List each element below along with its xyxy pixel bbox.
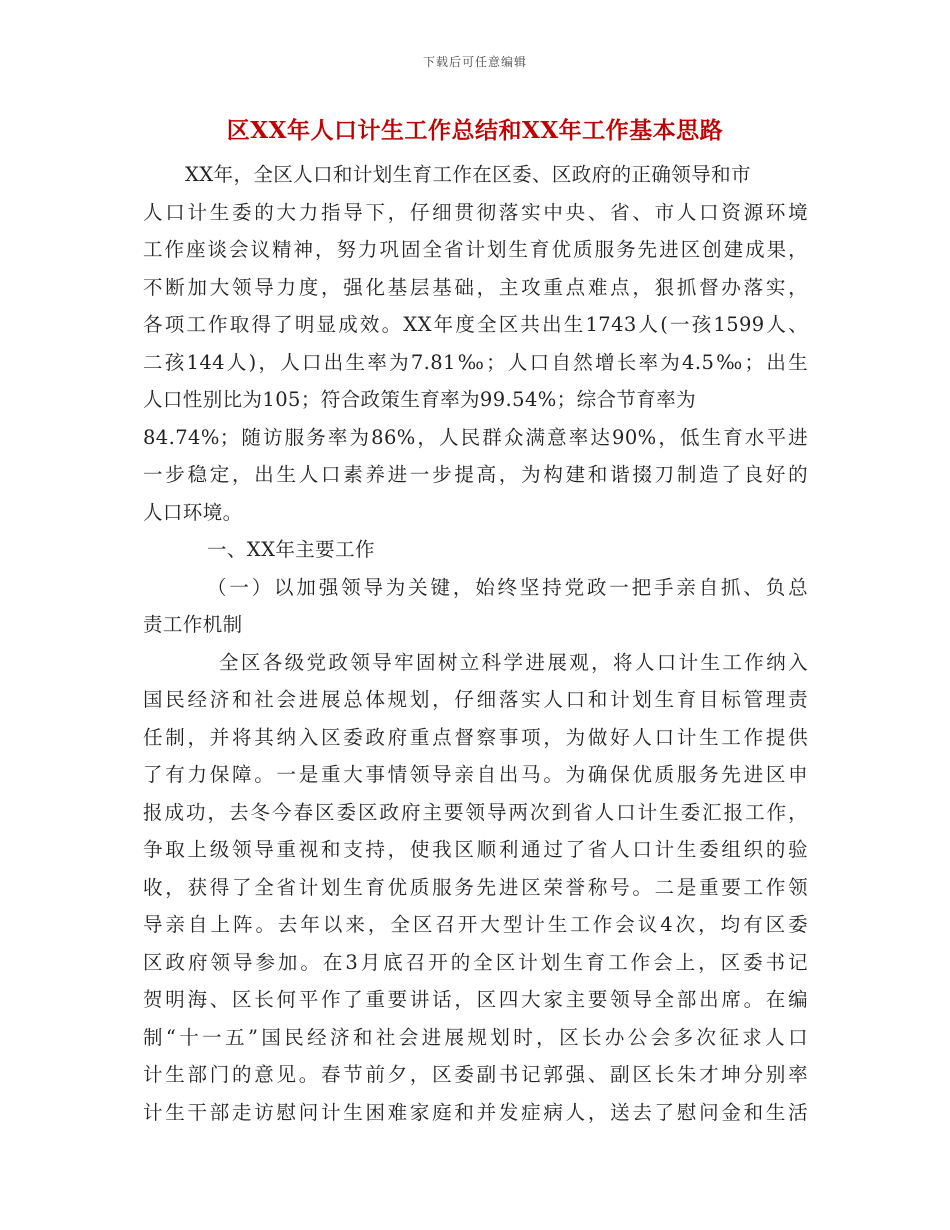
paragraph-line: XX年，全区人口和计划生育工作在区委、区政府的正确领导和市 bbox=[185, 163, 751, 186]
paragraph-line: 二孩144人)，人口出生率为7.81‰；人口自然增长率为4.5‰；出生 bbox=[143, 350, 808, 374]
paragraph-line: 导亲自上阵。去年以来，全区召开大型计生工作会议4次，均有区委 bbox=[143, 913, 808, 936]
subsection-heading-cont: 责工作机制 bbox=[143, 613, 243, 636]
paragraph-line: 各项工作取得了明显成效。XX年度全区共出生1743人(一孩1599人、 bbox=[143, 313, 808, 336]
paragraph-line: 全区各级党政领导牢固树立科学进展观，将人口计生工作纳入 bbox=[219, 650, 808, 674]
paragraph-line: 贺明海、区长何平作了重要讲话，区四大家主要领导全部出席。在编 bbox=[143, 988, 808, 1011]
paragraph-line: 计生干部走访慰问计生困难家庭和并发症病人，送去了慰问金和生活 bbox=[143, 1100, 808, 1124]
header-note: 下载后可任意编辑 bbox=[422, 55, 527, 69]
paragraph-line: 争取上级领导重视和支持，使我区顺利通过了省人口计生委组织的验 bbox=[143, 838, 808, 861]
paragraph-line: 报成功，去冬今春区委区政府主要领导两次到省人口计生委汇报工作， bbox=[143, 800, 808, 824]
document-body bbox=[143, 156, 808, 1131]
paragraph-line: 了有力保障。一是重大事情领导亲自出马。为确保优质服务先进区申 bbox=[143, 763, 808, 786]
paragraph-line: 收，获得了全省计划生育优质服务先进区荣誉称号。二是重要工作领 bbox=[143, 875, 808, 899]
paragraph-line: 制“十一五”国民经济和社会进展规划时，区长办公会多次征求人口 bbox=[143, 1025, 808, 1049]
section-heading: 一、XX年主要工作 bbox=[207, 538, 375, 561]
paragraph-line: 人口计生委的大力指导下，仔细贯彻落实中央、省、市人口资源环境 bbox=[143, 200, 808, 224]
paragraph-line: 任制，并将其纳入区委政府重点督察事项，为做好人口计生工作提供 bbox=[143, 725, 808, 749]
paragraph-line: 人口环境。 bbox=[143, 500, 243, 524]
document-title: 区XX年人口计生工作总结和XX年工作基本思路 bbox=[226, 117, 724, 144]
paragraph-line: 工作座谈会议精神，努力巩固全省计划生育优质服务先进区创建成果， bbox=[143, 238, 808, 261]
paragraph-line: 84.74%；随访服务率为86%，人民群众满意率达90%，低生育水平进 bbox=[143, 425, 808, 449]
paragraph-line: 国民经济和社会进展总体规划，仔细落实人口和计划生育目标管理责 bbox=[143, 688, 808, 711]
paragraph-line: 计生部门的意见。春节前夕，区委副书记郭强、副区长朱才坤分别率 bbox=[143, 1063, 808, 1086]
paragraph-line: 一步稳定，出生人口素养进一步提高，为构建和谐掇刀制造了良好的 bbox=[143, 463, 808, 486]
paragraph-line: 不断加大领导力度，强化基层基础，主攻重点难点，狠抓督办落实， bbox=[143, 275, 808, 299]
paragraph-line: 区政府领导参加。在3月底召开的全区计划生育工作会上，区委书记 bbox=[143, 950, 808, 974]
subsection-heading: （一）以加强领导为关键，始终坚持党政一把手亲自抓、负总 bbox=[207, 575, 808, 599]
paragraph-line: 人口性别比为105；符合政策生育率为99.54%；综合节育率为 bbox=[143, 388, 696, 411]
